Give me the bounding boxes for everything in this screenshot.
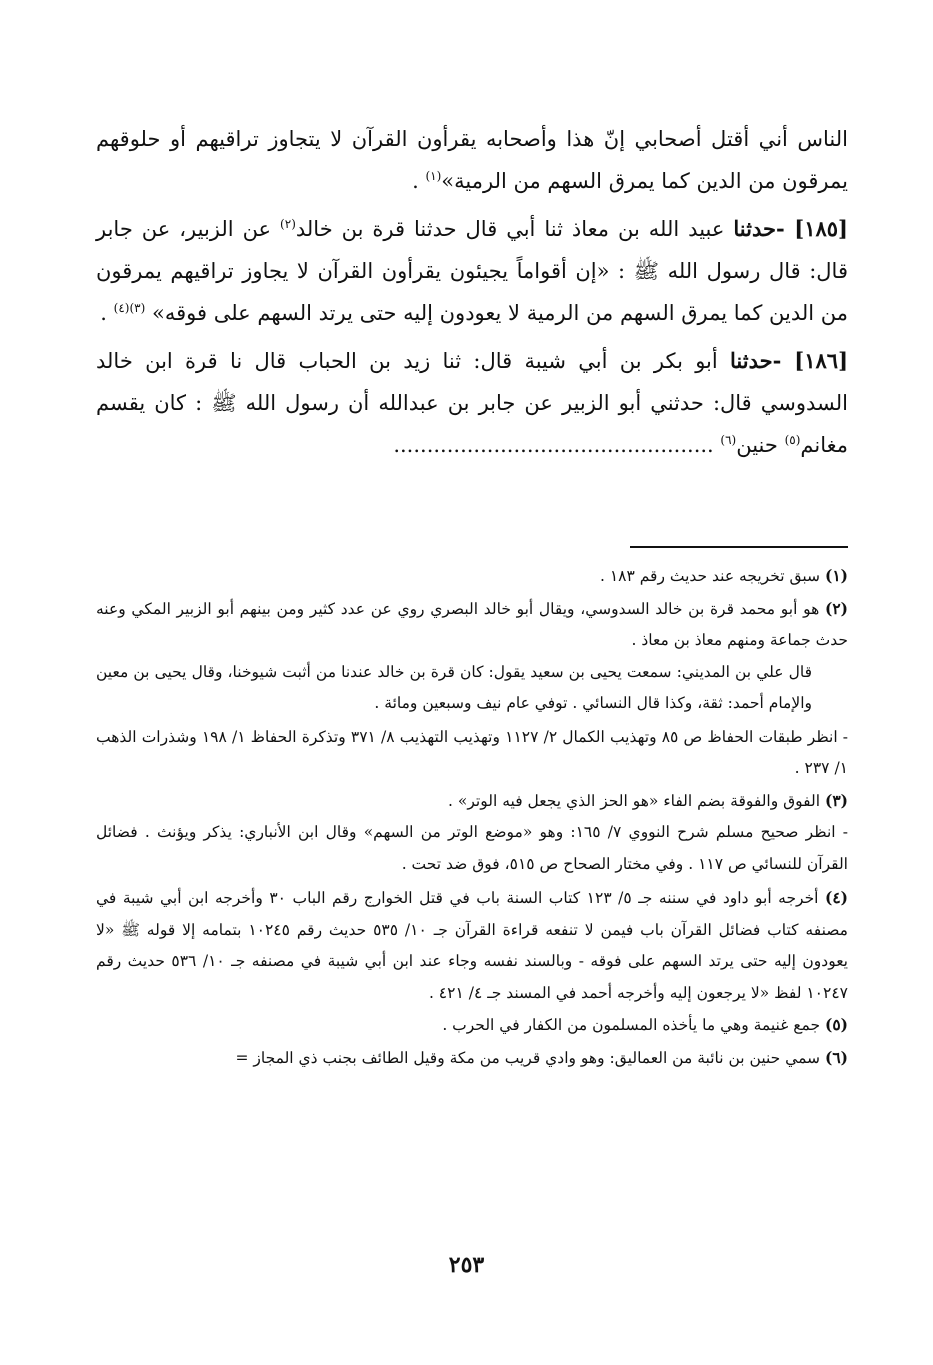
hadith-185 xyxy=(96,208,848,334)
footnote-5 xyxy=(96,1009,848,1042)
hadith-186 xyxy=(96,340,848,466)
footnote-ref: (٦) xyxy=(720,433,737,447)
footnote-text: أخرجه أبو داود في سننه جـ ٥/ ١٢٣ كتاب السنة باب في قتل الخوارج رقم الباب ٣٠ وأخرجه ابن أبي شيبة في مصنفه كتاب فضائل القرآن باب فيمن لا تنفعه قراءة القرآن جـ ١٠/ ٥٣٥ حديث رقم ١٠٢٤٥ بتمامه إلا قوله ﷺ «لا يعودون إليه حتى يرتد السهم على فوقه - وبالسند نفسه وجاء عند ابن أبي شيبة في مصنفه جـ ١٠/ ٥٣٦ حديث رقم ١٠٢٤٧ لفظ «لا يرجعون إليه وأخرجه أحمد في المسند جـ ٤/ ٤٢١ . xyxy=(96,889,848,1002)
main-paragraph-1 xyxy=(96,118,848,202)
footnote-3 xyxy=(96,785,848,818)
footnote-3-references: - انظر صحيح مسلم شرح النووي ٧/ ١٦٥: وهو «موضع الوتر من السهم» وقال ابن الأنباري: يذكر ويؤنث . فضائل القرآن للنسائي ص ١١٧ . وفي مختار الصحاح ص ٥١٥، فوق ضد تحت . xyxy=(96,823,849,873)
continuation-dots: ................................................ xyxy=(393,433,721,457)
footnote-number: (٢) xyxy=(824,598,848,618)
footnote-text: سمي حنين بن نائبة من العماليق: وهو وادي قريب من مكة وقيل الطائف بجنب ذي المجاز = xyxy=(235,1048,825,1067)
footnote-text: جمع غنيمة وهي ما يأخذه المسلمون من الكفار في الحرب . xyxy=(442,1016,825,1034)
paragraph-text: عن الزبير، عن جابر قال: قال رسول الله ﷺ : «إن أقواماً يجيئون يقرأون القرآن لا يجاوز تراقيهم يمرقون من الدين كما يمرق السهم من الرمية لا يعودون إليه حتى يرتد السهم على فوقه» xyxy=(96,217,848,325)
paragraph-end: . xyxy=(412,169,426,193)
paragraph-text: عبيد الله بن معاذ ثنا أبي قال حدثنا قرة بن خالد xyxy=(295,217,734,241)
footnote-2-references: - انظر طبقات الحفاظ ص ٨٥ وتهذيب الكمال ٢/ ١١٢٧ وتهذيب التهذيب ٨/ ٣٧١ وتذكرة الحفاظ ١/ ١٩٨ وشذرات الذهب ١/ ٢٣٧ . xyxy=(96,727,849,777)
hadith-number: [١٨٦] - xyxy=(772,348,848,373)
paragraph-text: حنين xyxy=(736,433,785,457)
footnote-number: (١) xyxy=(824,566,848,585)
footnote-ref: (٣) xyxy=(129,301,146,315)
paragraph-end: . xyxy=(100,301,114,325)
footnote-text: هو أبو محمد قرة بن خالد السدوسي، ويقال أبو خالد البصري روي عن عدد كثير ومن بينهم أبو الزبير المكي وعنه حدث جماعة ومنهم معاذ بن معاذ . xyxy=(96,599,848,649)
main-text xyxy=(96,118,848,472)
footnote-2-continued: قال علي بن المديني: سمعت يحيى بن سعيد يقول: كان قرة بن خالد عندنا من أثبت شيوخنا، وقال يحيى بن معين والإمام أحمد: ثقة، وكذا قال النسائي . توفي عام نيف وسبعين ومائة . xyxy=(96,662,812,712)
footnote-1 xyxy=(96,560,848,593)
footnote-2 xyxy=(96,593,848,657)
footnote-separator xyxy=(630,546,848,548)
haddathana-keyword: حدثنا xyxy=(730,348,773,373)
footnote-ref: (٤) xyxy=(113,301,130,315)
paragraph-text: أبو بكر بن أبي شيبة قال: ثنا زيد بن الحباب قال نا قرة ابن خالد السدوسي قال: حدثني أبو الزبير عن جابر بن عبدالله أن رسول الله ﷺ : كان يقسم مغانم xyxy=(96,349,848,457)
footnote-number: (٤) xyxy=(824,888,848,907)
haddathana-keyword: حدثنا xyxy=(733,216,776,241)
footnote-6 xyxy=(96,1042,848,1075)
footnote-ref: (١) xyxy=(425,169,442,183)
paragraph-text: الناس أني أقتل أصحابي إنّ هذا وأصحابه يقرأون القرآن لا يتجاوز تراقيهم أو حلوقهم يمرقون من الدين كما يمرق السهم من الرمية» xyxy=(96,127,848,193)
footnote-4 xyxy=(96,882,848,1009)
footnote-number: (٥) xyxy=(824,1015,848,1034)
footnote-number: (٦) xyxy=(824,1047,848,1067)
footnote-ref: (٥) xyxy=(784,433,801,447)
footnote-text: سبق تخريجه عند حديث رقم ١٨٣ . xyxy=(599,567,825,585)
footnote-text: الفوق والفوقة بضم الفاء «هو الحز الذي يجعل فيه الوتر» . xyxy=(448,791,825,810)
footnote-ref: (٢) xyxy=(280,217,296,231)
footnotes xyxy=(96,560,848,1074)
hadith-number: [١٨٥] - xyxy=(775,216,848,241)
page-number: ٢٥٣ xyxy=(448,1252,485,1278)
footnote-number: (٣) xyxy=(824,790,848,810)
